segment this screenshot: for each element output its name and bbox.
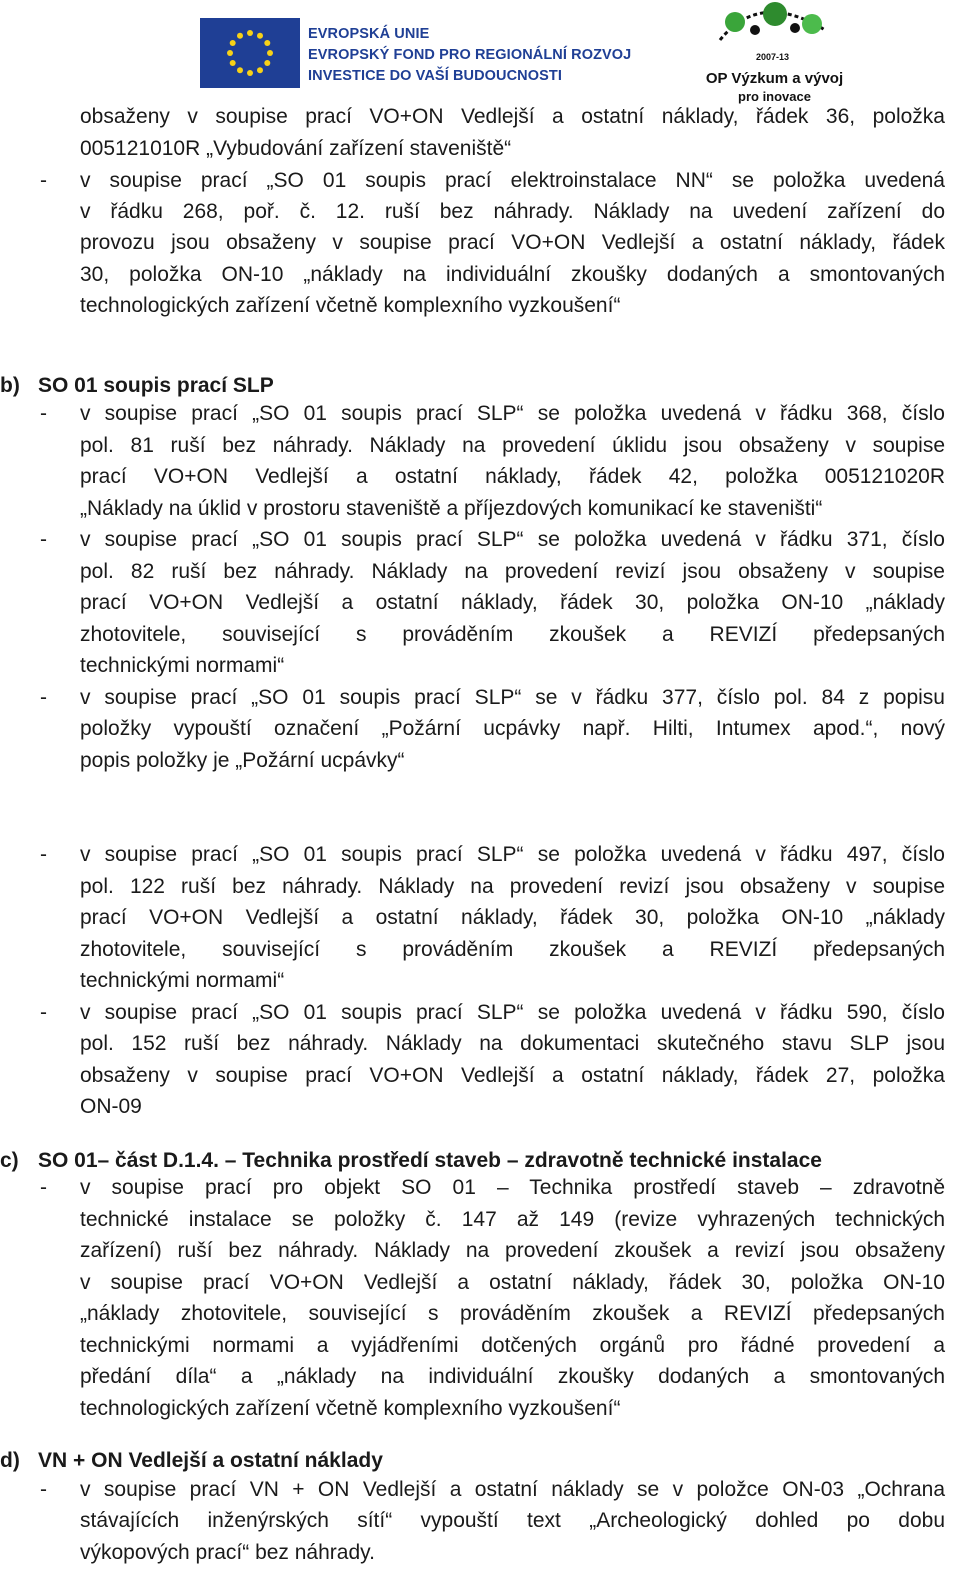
op-vyzkum-logo: [700, 0, 845, 108]
eu-flag-icon: [200, 18, 300, 88]
text-line: v soupise prací „SO 01 soupis prací SLP“ se v řádku 377, číslo pol. 84 z popisu: [80, 686, 945, 709]
text-line: ON-09: [80, 1095, 142, 1118]
text-line: zhotovitele, související s prováděním zkoušek a REVIZÍ předepsaných: [80, 938, 945, 961]
text-line: stávajících inženýrských sítí“ vypouští text „Archeologický dohled po dobu: [80, 1509, 945, 1532]
text-line: v soupise prací VN + ON Vedlejší a ostatní náklady se v položce ON-03 „Ochrana: [80, 1478, 945, 1501]
eu-line-3: INVESTICE DO VAŠÍ BUDOUCNOSTI: [308, 68, 562, 84]
text-line: předání díla“ a „náklady na individuální zkoušky dodaných a smontovaných: [80, 1365, 945, 1388]
eu-line-1: EVROPSKÁ UNIE: [308, 26, 430, 42]
text-line: v soupise prací pro objekt SO 01 – Technika prostředí staveb – zdravotně: [80, 1176, 945, 1199]
list-dash: -: [40, 1001, 47, 1024]
text-line: v soupise prací „SO 01 soupis prací SLP“ se položka uvedená v řádku 368, číslo: [80, 402, 945, 425]
section-label: b): [0, 374, 20, 397]
text-line: obsaženy v soupise prací VO+ON Vedlejší a ostatní náklady, řádek 27, položka: [80, 1064, 945, 1087]
eu-line-2: EVROPSKÝ FOND PRO REGIONÁLNÍ ROZVOJ: [308, 47, 632, 63]
text-line: technickými normami a vyjádřeními dotčených orgánů pro řádné provedení a: [80, 1334, 945, 1357]
text-line: v soupise prací „SO 01 soupis prací SLP“ se položka uvedená v řádku 590, číslo: [80, 1001, 945, 1024]
text-line: pol. 82 ruší bez náhrady. Náklady na provedení revizí jsou obsaženy v soupise: [80, 560, 945, 583]
text-line: technické instalace se položky č. 147 až 149 (revize vyhrazených technických: [80, 1208, 945, 1231]
section-heading-b: [0, 372, 274, 400]
op-title-main: OP Výzkum a vývoj: [705, 70, 844, 87]
text-line: technologických zařízení včetně komplexního vyzkoušení“: [80, 294, 621, 317]
list-dash: -: [40, 843, 47, 866]
list-dash: -: [40, 686, 47, 709]
op-title-sub: pro inovace: [738, 89, 811, 104]
text-line: zařízení) ruší bez náhrady. Náklady na provedení zkoušek a revizí jsou obsaženy: [80, 1239, 945, 1262]
text-line: v soupise prací „SO 01 soupis prací elektroinstalace NN“ se položka uvedená: [80, 169, 945, 192]
text-line: technickými normami“: [80, 654, 285, 677]
op-year: 2007-13: [755, 52, 790, 62]
text-line: zhotovitele, související s prováděním zkoušek a REVIZÍ předepsaných: [80, 623, 945, 646]
text-line: v soupise prací „SO 01 soupis prací SLP“ se položka uvedená v řádku 371, číslo: [80, 528, 945, 551]
section-title: SO 01– část D.1.4. – Technika prostředí staveb – zdravotně technické instalace: [38, 1149, 822, 1172]
text-line: v řádku 268, poř. č. 12. ruší bez náhrady. Náklady na uvedení zařízení do: [80, 200, 945, 223]
text-line: popis položky je „Požární ucpávky“: [80, 749, 405, 772]
list-dash: -: [40, 528, 47, 551]
text-line: technickými normami“: [80, 969, 285, 992]
text-line: v soupise prací „SO 01 soupis prací SLP“ se položka uvedená v řádku 497, číslo: [80, 843, 945, 866]
list-dash: -: [40, 169, 47, 192]
section-heading-c: [0, 1147, 822, 1175]
eu-fund-text: [308, 24, 631, 87]
op-title: [702, 70, 847, 106]
text-line: v soupise prací VO+ON Vedlejší a ostatní náklady, řádek 30, položka ON-10: [80, 1271, 945, 1294]
text-line: „náklady zhotovitele, související s prováděním zkoušek a REVIZÍ předepsaných: [80, 1302, 945, 1325]
text-line: prací VO+ON Vedlejší a ostatní náklady, řádek 42, položka 005121020R: [80, 465, 945, 488]
list-dash: -: [40, 1176, 47, 1199]
text-line: položky vypouští označení „Požární ucpávky např. Hilti, Intumex apod.“, nový: [80, 717, 945, 740]
text-line: prací VO+ON Vedlejší a ostatní náklady, řádek 30, položka ON-10 „náklady: [80, 906, 945, 929]
section-heading-d: [0, 1447, 383, 1475]
text-line: 30, položka ON-10 „náklady na individuální zkoušky dodaných a smontovaných: [80, 263, 945, 286]
list-dash: -: [40, 1478, 47, 1501]
text-line: výkopových prací“ bez náhrady.: [80, 1541, 375, 1564]
text-line: pol. 122 ruší bez náhrady. Náklady na provedení revizí jsou obsaženy v soupise: [80, 875, 945, 898]
section-label: d): [0, 1449, 20, 1472]
section-title: VN + ON Vedlejší a ostatní náklady: [38, 1449, 383, 1472]
list-dash: -: [40, 402, 47, 425]
section-title: SO 01 soupis prací SLP: [38, 374, 274, 397]
text-line: technologických zařízení včetně komplexního vyzkoušení“: [80, 1397, 621, 1420]
eu-fund-logo: [200, 18, 632, 90]
text-line: provozu jsou obsaženy v soupise prací VO+ON Vedlejší a ostatní náklady, řádek: [80, 231, 945, 254]
text-line: pol. 81 ruší bez náhrady. Náklady na provedení úklidu jsou obsaženy v soupise: [80, 434, 945, 457]
text-line: obsaženy v soupise prací VO+ON Vedlejší a ostatní náklady, řádek 36, položka: [80, 105, 945, 128]
text-line: pol. 152 ruší bez náhrady. Náklady na dokumentaci skutečného stavu SLP jsou: [80, 1032, 945, 1055]
text-line: prací VO+ON Vedlejší a ostatní náklady, řádek 30, položka ON-10 „náklady: [80, 591, 945, 614]
text-line: „Náklady na úklid v prostoru staveniště a příjezdových komunikací ke staveništi“: [80, 497, 823, 520]
text-line: 005121010R „Vybudování zařízení staveniště“: [80, 137, 512, 160]
op-emblem-icon: [700, 0, 845, 60]
section-label: c): [0, 1149, 19, 1172]
